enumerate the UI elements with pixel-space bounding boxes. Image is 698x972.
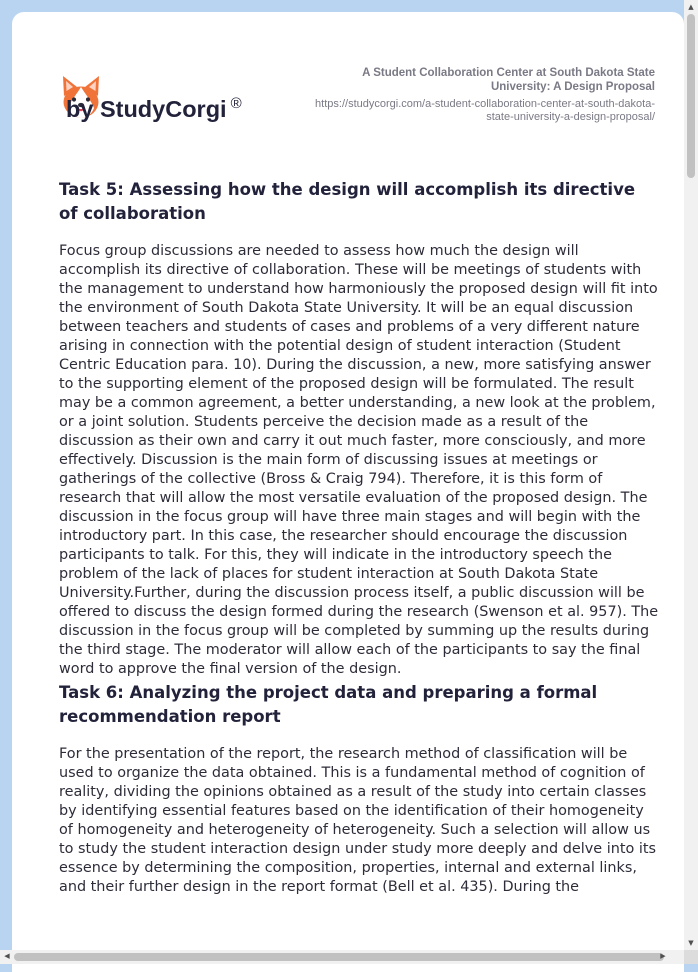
section-body-task-5: Focus group discussions are needed to assess how much the design will accomplish its directive of collaboration. These will be meetings of students with the management to understand how harmoniously the proposed design will fit into the environment of South Dakota State University. It will be an equal discussion between teachers and students of cases and problems of a very different nature arising in connection with the potential design of student interaction (Student Centric Education para. 10). During the discussion, a new, more satisfying answer to the supporting element of the proposed design will be formulated. The result may be a common agreement, a better understanding, a new look at the problem, or a joint solution. Students perceive the decision made as a result of the discussion as their own and carry it out much faster, more consciously, and more effectively. Discussion is the main form of discussing issues at meetings or gatherings of the collective (Bross & Craig 794). Therefore, it is this form of research that will allow the most versatile evaluation of the proposed design. The discussion in the focus group will have three main stages and will begin with the introductory part. In this case, the researcher should encourage the discussion participants to talk. For this, they will indicate in the introductory speech the problem of the lack of places for student interaction at South Dakota State University.Further, during the discussion process itself, a public discussion will be offered to discuss the design formed during the research (Swenson et al. 957). The discussion in the focus group will be completed by summing up the results during the third stage. The moderator will allow each of the participants to say the final word to approve the final version of the design.: [59, 243, 659, 677]
registered-mark: ®: [230, 95, 242, 112]
section-body-task-6: For the presentation of the report, the research method of classification will be used to organize the data obtained. This is a fundamental method of cognition of reality, dividing the opinions obtained as a result of the study into certain classes by identifying essential features based on the identification of their homogeneity of homogeneity and heterogeneity of heterogeneity. Such a selection will allow us to study the student interaction design under study more deeply and delve into its essence by determining the composition, properties, internal and external links, and their further design in the report format (Bell et al. 435). During the: [59, 746, 656, 895]
section-heading-task-5: Task 5: Assessing how the design will accomplish its directive of collaboration: [59, 180, 636, 223]
document-title: A Student Collaboration Center at South Dakota State University: A Design Proposal: [362, 67, 655, 93]
document-content: [59, 178, 659, 899]
scroll-right-arrow-icon[interactable]: ▶: [660, 952, 666, 960]
document-url[interactable]: https://studycorgi.com/a-student-collaboration-center-at-south-dakota-state-university-a-design-proposal/: [315, 98, 655, 123]
horizontal-scrollbar[interactable]: [0, 950, 684, 964]
scroll-down-arrow-icon[interactable]: ▼: [688, 939, 694, 947]
scroll-up-arrow-icon[interactable]: ▲: [688, 3, 694, 11]
scrollbar-corner: [684, 950, 698, 964]
vertical-scrollbar[interactable]: [684, 0, 698, 950]
brand-name[interactable]: by StudyCorgi ®: [66, 95, 242, 122]
vertical-scroll-thumb[interactable]: [687, 14, 695, 178]
section-heading-task-6: Task 6: Analyzing the project data and preparing a formal recommendation report: [59, 683, 598, 726]
document-meta: [315, 66, 655, 124]
horizontal-scroll-thumb[interactable]: [14, 953, 664, 961]
document-page: [12, 12, 684, 972]
scroll-left-arrow-icon[interactable]: ◀: [4, 952, 10, 960]
